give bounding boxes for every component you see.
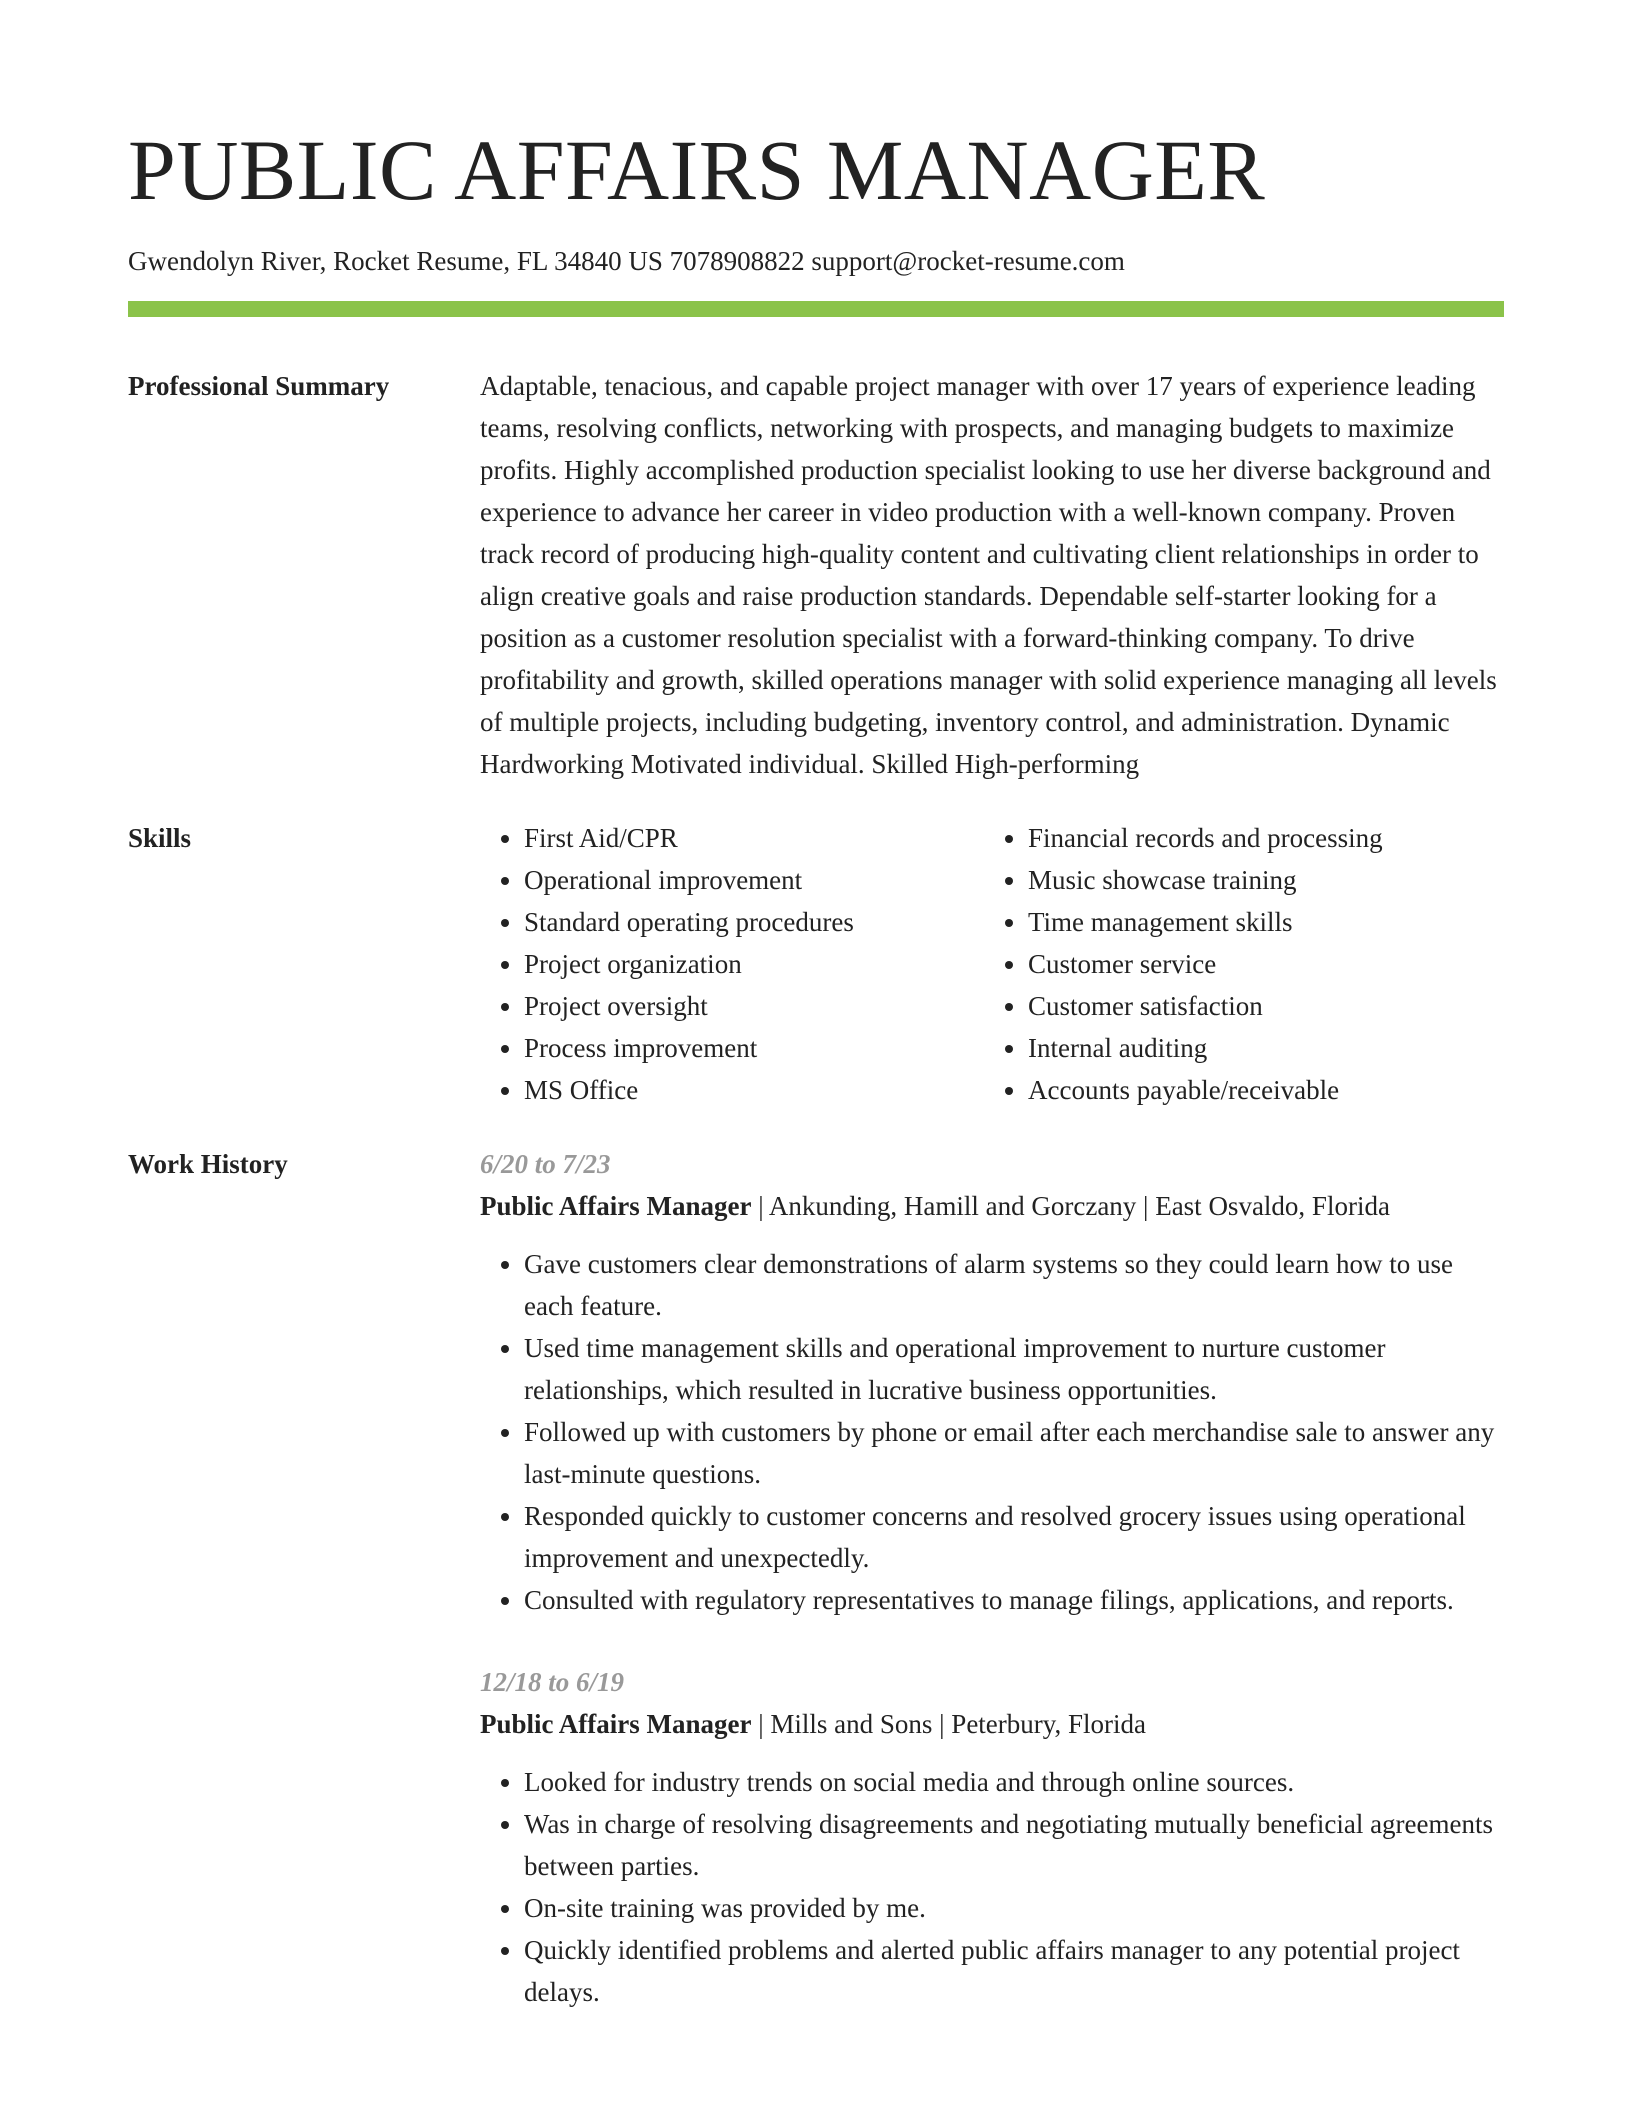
contact-company: Rocket Resume, bbox=[333, 246, 511, 276]
work-history-body bbox=[480, 1143, 1504, 2013]
work-history-section bbox=[128, 1143, 1504, 2013]
job-bullet: • Responded quickly to customer concerns and resolved grocery issues using operational improvement and unexpectedly. bbox=[524, 1495, 1504, 1579]
section-heading-summary: Professional Summary bbox=[128, 371, 390, 401]
skill-item: • Customer service bbox=[1028, 943, 1488, 985]
skills-list-left bbox=[480, 817, 984, 1111]
header-divider bbox=[128, 301, 1504, 317]
job-dates: 12/18 to 6/19 bbox=[480, 1667, 625, 1697]
job-dates: 6/20 to 7/23 bbox=[480, 1149, 611, 1179]
job-bullet: • Consulted with regulatory representatives to manage filings, applications, and reports. bbox=[524, 1579, 1504, 1621]
skill-item: • Time management skills bbox=[1028, 901, 1488, 943]
job-bullet-list bbox=[480, 1243, 1504, 1621]
section-heading-skills: Skills bbox=[128, 823, 192, 853]
job-bullet: • On-site training was provided by me. bbox=[524, 1887, 1504, 1929]
skill-item: • Project organization bbox=[524, 943, 984, 985]
skill-item: • Music showcase training bbox=[1028, 859, 1488, 901]
job-details: | Mills and Sons | Peterbury, Florida bbox=[751, 1709, 1147, 1739]
job-entry bbox=[480, 1661, 1504, 2013]
skill-item: • MS Office bbox=[524, 1069, 984, 1111]
job-bullet: • Quickly identified problems and alerted public affairs manager to any potential project delays. bbox=[524, 1929, 1504, 2013]
skill-item: • Financial records and processing bbox=[1028, 817, 1488, 859]
skill-item: • First Aid/CPR bbox=[524, 817, 984, 859]
job-entry bbox=[480, 1143, 1504, 1621]
summary-body bbox=[480, 365, 1504, 785]
job-title-line bbox=[480, 1185, 1504, 1227]
skills-section bbox=[128, 817, 1504, 1111]
skill-item: • Standard operating procedures bbox=[524, 901, 984, 943]
summary-text: Adaptable, tenacious, and capable project manager with over 17 years of experience leading teams, resolving conflicts, networking with prospects, and managing budgets to maximize profits. Highly accomplished production specialist looking to use her diverse background and experience to advance her career in video production with a well-known company. Proven track record of producing high-quality content and cultivating client relationships in order to align creative goals and raise production standards. Dependable self-starter looking for a position as a customer resolution specialist with a forward-thinking company. To drive profitability and growth, skilled operations manager with solid experience managing all levels of multiple projects, including budgeting, inventory control, and administration. Dynamic Hardworking Motivated individual. Skilled High-performing bbox=[480, 371, 1497, 779]
contact-name: Gwendolyn River, bbox=[128, 246, 327, 276]
contact-email: support@rocket-resume.com bbox=[811, 246, 1125, 276]
job-bullet: • Looked for industry trends on social media and through online sources. bbox=[524, 1761, 1504, 1803]
skill-item: • Customer satisfaction bbox=[1028, 985, 1488, 1027]
job-title: Public Affairs Manager bbox=[480, 1191, 752, 1221]
job-bullet-list bbox=[480, 1761, 1504, 2013]
skill-item: • Operational improvement bbox=[524, 859, 984, 901]
contact-line bbox=[128, 244, 1504, 278]
skill-item: • Project oversight bbox=[524, 985, 984, 1027]
professional-summary-section bbox=[128, 365, 1504, 785]
job-details: | Ankunding, Hamill and Gorczany | East Osvaldo, Florida bbox=[751, 1191, 1390, 1221]
resume-title: PUBLIC AFFAIRS MANAGER bbox=[128, 122, 1266, 218]
job-bullet: • Followed up with customers by phone or email after each merchandise sale to answer any last-minute questions. bbox=[524, 1411, 1504, 1495]
job-title: Public Affairs Manager bbox=[480, 1709, 752, 1739]
skills-columns bbox=[480, 817, 1504, 1111]
skill-item: • Accounts payable/receivable bbox=[1028, 1069, 1488, 1111]
skills-list-right bbox=[984, 817, 1488, 1111]
skills-body bbox=[480, 817, 1504, 1111]
job-bullet: • Was in charge of resolving disagreements and negotiating mutually beneficial agreements between parties. bbox=[524, 1803, 1504, 1887]
skill-item: • Internal auditing bbox=[1028, 1027, 1488, 1069]
skill-item: • Process improvement bbox=[524, 1027, 984, 1069]
job-bullet: • Gave customers clear demonstrations of alarm systems so they could learn how to use each feature. bbox=[524, 1243, 1504, 1327]
contact-location: FL 34840 US bbox=[516, 246, 663, 276]
contact-phone: 7078908822 bbox=[669, 246, 805, 276]
job-title-line bbox=[480, 1703, 1504, 1745]
job-bullet: • Used time management skills and operational improvement to nurture customer relationships, which resulted in lucrative business opportunities. bbox=[524, 1327, 1504, 1411]
section-heading-work-history: Work History bbox=[128, 1149, 288, 1179]
